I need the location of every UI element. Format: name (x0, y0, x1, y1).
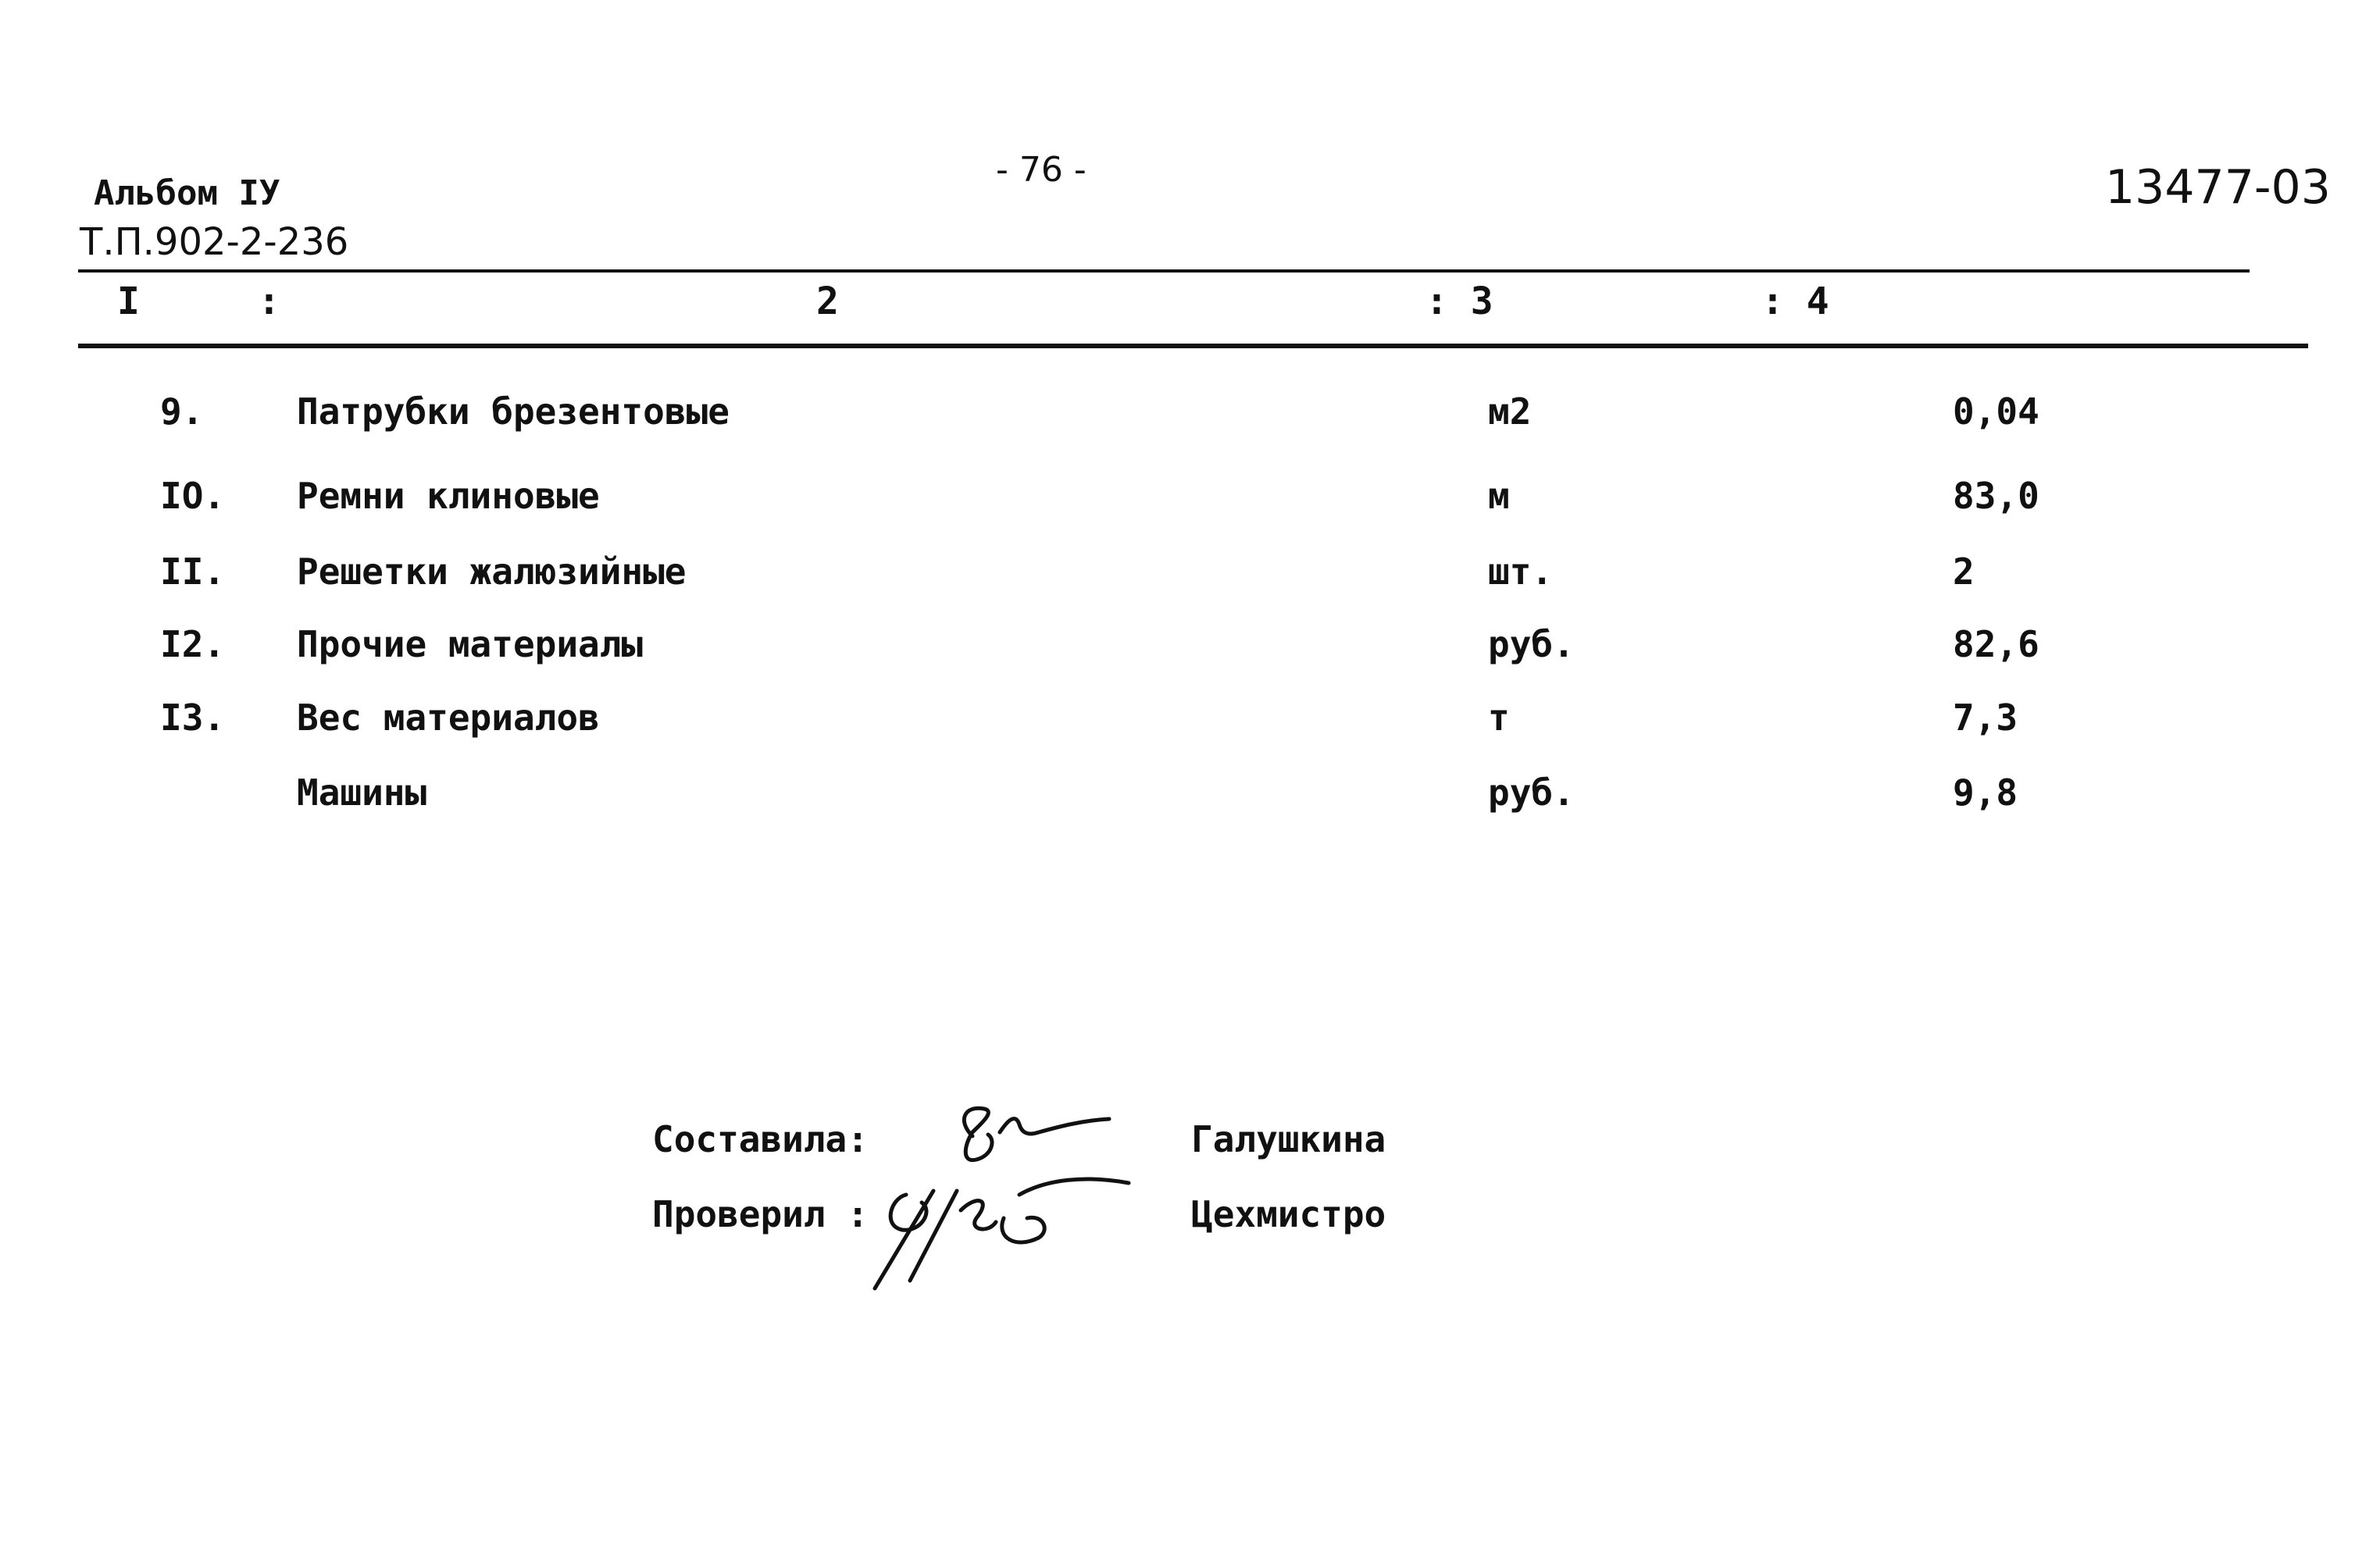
row-name: Машины (297, 771, 427, 814)
table-header-rule (78, 344, 2308, 348)
row-value: 82,6 (1953, 623, 2039, 665)
row-number: I2. (160, 623, 226, 665)
page-number: - 76 - (996, 150, 1087, 190)
album-label: Альбом IУ (94, 173, 280, 213)
column-header-1: I (117, 280, 140, 323)
column-header-3: : 3 (1426, 280, 1493, 323)
row-value: 9,8 (1953, 771, 2018, 814)
row-unit: шт. (1488, 551, 1554, 593)
row-name: Прочие материалы (297, 623, 644, 665)
row-unit: руб. (1488, 771, 1575, 814)
row-value: 0,04 (1953, 390, 2039, 433)
row-unit: м2 (1488, 390, 1532, 433)
row-value: 2 (1953, 551, 1975, 593)
row-name: Решетки жалюзийные (297, 551, 687, 593)
row-name: Патрубки брезентовые (297, 390, 730, 433)
column-separator: : (258, 280, 280, 323)
header-underline (78, 269, 2250, 273)
column-header-4: : 4 (1761, 280, 1829, 323)
compiled-by-name: Галушкина (1191, 1118, 1386, 1160)
checked-by-name: Цехмистро (1191, 1193, 1386, 1235)
handwritten-signature-2 (859, 1163, 1140, 1296)
row-number: I3. (160, 697, 226, 739)
compiled-by-label: Составила: (652, 1118, 869, 1160)
row-unit: руб. (1488, 623, 1575, 665)
row-number: II. (160, 551, 226, 593)
document-number: 13477-03 (2105, 160, 2331, 215)
row-number: IO. (160, 475, 226, 517)
row-unit: м (1488, 475, 1510, 517)
project-code: Т.П.902-2-236 (80, 220, 349, 264)
row-name: Ремни клиновые (297, 475, 600, 517)
checked-by-label: Проверил : (652, 1193, 869, 1235)
row-name: Вес материалов (297, 697, 600, 739)
handwritten-signature-1 (941, 1089, 1129, 1175)
row-unit: т (1488, 697, 1510, 739)
row-value: 7,3 (1953, 697, 2018, 739)
row-value: 83,0 (1953, 475, 2039, 517)
row-number: 9. (160, 390, 204, 433)
column-header-2: 2 (816, 280, 839, 323)
